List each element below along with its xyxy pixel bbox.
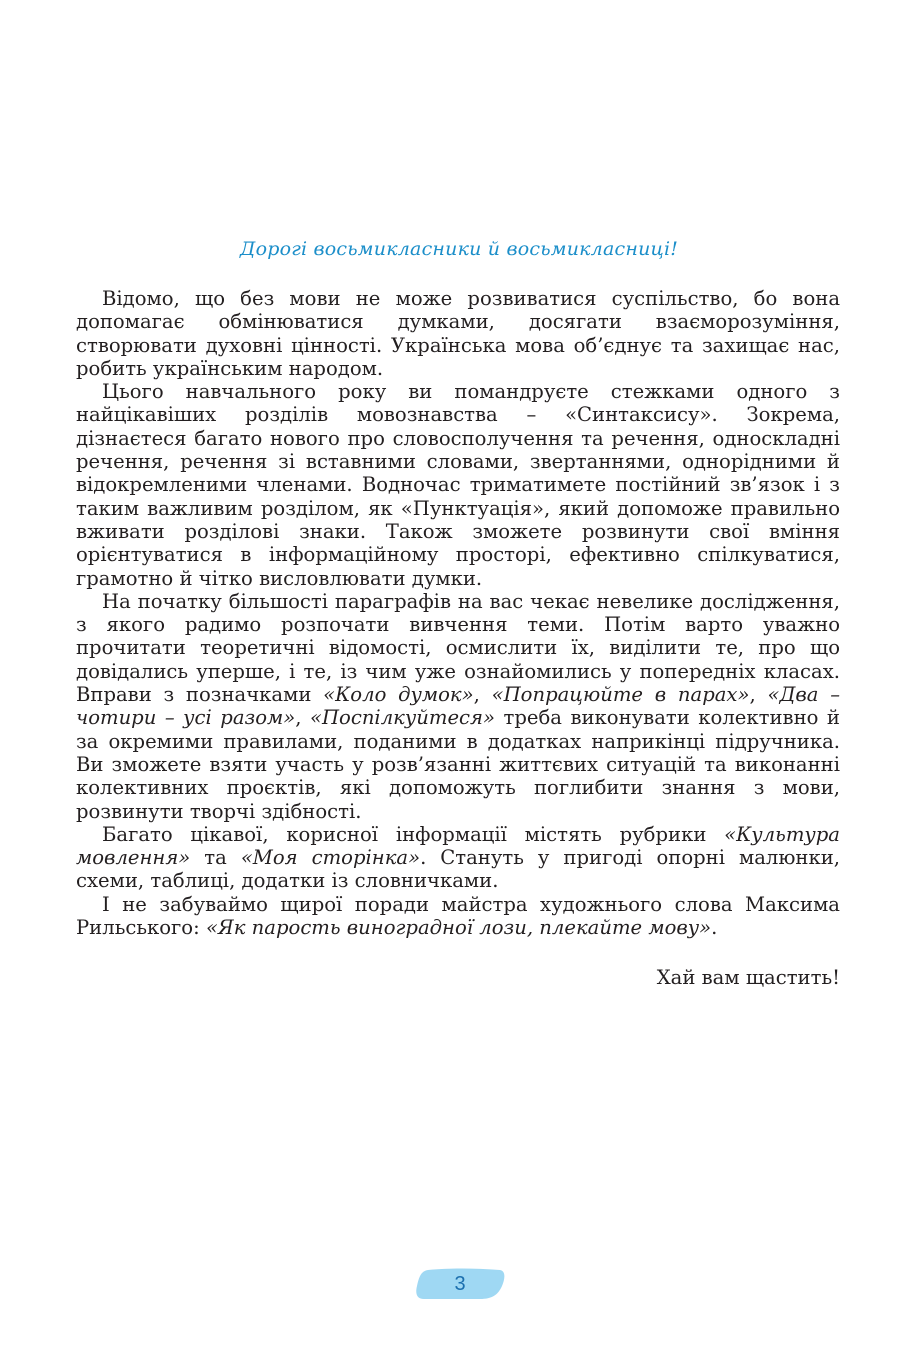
- text-run: На початку більшості параграфів на вас чекає невелике дослідження, з якого радимо розпочати вивчення теми. Потім варто уважно прочитати теоретичні відомості, осмислити їх, виділити те, про що довідались уперше, і те, із чим уже ознайомились у попередніх класах. Вправи з позначками: [76, 589, 840, 707]
- body-paragraph: [76, 287, 840, 380]
- page-number: 3: [454, 1273, 466, 1295]
- text-run: треба виконувати колективно й за окремими правилами, поданими в додатках наприкінці підручника. Ви зможете взяти участь у розв’язанні життєвих ситуацій та виконанні колективних проєктів, які допоможуть поглибити знання з мови, розвинути творчі здібності.: [76, 706, 840, 823]
- text-run: Цього навчального року ви помандруєте стежками одного з найцікавіших розділів мовознавства – «Синтаксису». Зокрема, дізнаєтеся багато нового про словосполучення та речення, односкладні речення, речення зі вставними словами, звертаннями, однорідними й відокремленими членами. Водночас триматимете постійний зв’язок і з таким важливим розділом, як «Пунктуація», який допоможе правильно вживати розділові знаки. Також зможете розвинути свої вміння орієнтуватися в інформаційному просторі, ефективно спілкуватися, грамотно й чітко висловлювати думки.: [76, 380, 840, 590]
- text-run: ,: [473, 683, 492, 707]
- page-number-badge: [414, 1267, 506, 1301]
- text-run: ,: [749, 683, 768, 707]
- text-run: Багато цікавої, корисної інформації містять рубрики: [102, 822, 725, 846]
- body-paragraph: [76, 380, 840, 590]
- italic-phrase: «Попрацюйте в парах»: [491, 683, 750, 707]
- italic-phrase: «Як парость виноградної лози, плекайте мову»: [205, 916, 712, 940]
- text-run: та: [190, 846, 241, 870]
- text-run: .: [711, 916, 718, 940]
- body-paragraph: [76, 590, 840, 823]
- italic-phrase: «Коло думок»: [323, 683, 474, 707]
- text-run: . Стануть у пригоді опорні малюнки, схеми, таблиці, додатки із словничками.: [76, 846, 840, 893]
- italic-phrase: «Поспілкуйтеся»: [309, 706, 495, 730]
- body-text: [76, 287, 840, 939]
- italic-phrase: «Культура мовлення»: [76, 822, 840, 870]
- farewell-line: Хай вам щастить!: [656, 966, 840, 989]
- italic-phrase: «Два – чотири – усі разом»: [76, 683, 840, 730]
- text-run: І не забуваймо щирої поради майстра художнього слова Максима Рильського:: [76, 892, 840, 940]
- italic-phrase: «Моя сторінка»: [240, 846, 421, 870]
- greeting-heading: Дорогі восьмикласники й восьмикласниці!: [239, 238, 679, 260]
- text-run: Відомо, що без мови не може розвиватися суспільство, бо вона допомагає обмінюватися думками, досягати взаєморозуміння, створювати духовні цінності. Українська мова об’єднує та захищає нас, робить українським народом.: [76, 287, 840, 380]
- body-paragraph: [76, 823, 840, 893]
- text-run: ,: [295, 706, 310, 730]
- body-paragraph: [76, 893, 840, 940]
